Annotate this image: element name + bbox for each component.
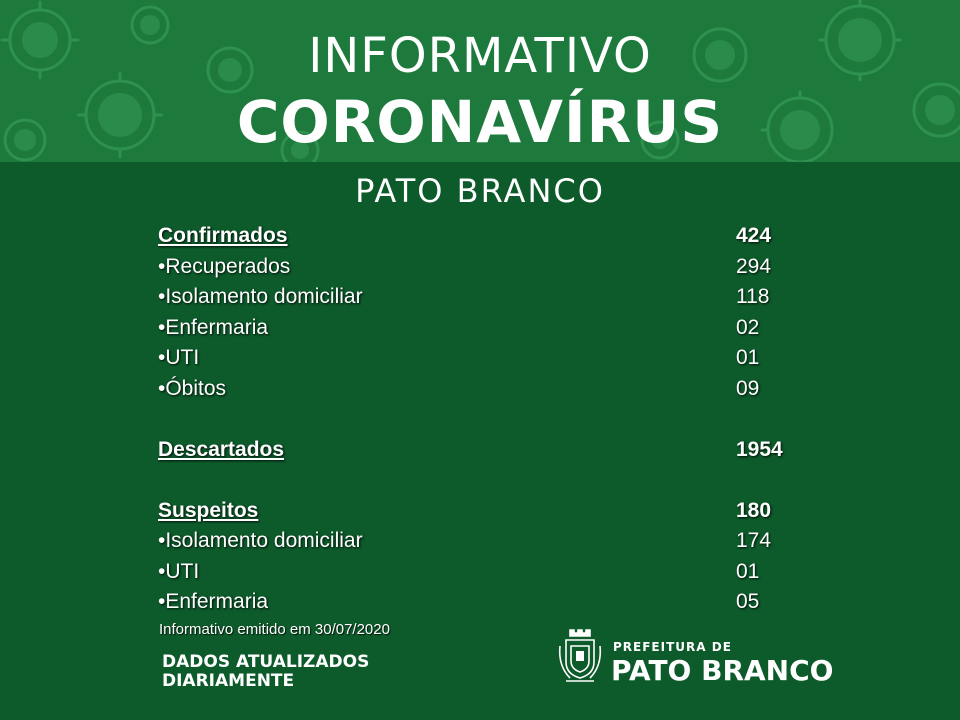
stat-value: 01 [736,559,760,583]
stat-row-suspeitos-isolamento [158,526,818,557]
header-band [0,0,960,162]
prefeitura-city: PATO BRANCO [611,654,834,687]
stat-value: 09 [736,376,760,400]
stat-label: Confirmados [158,224,288,247]
municipal-crest-icon [556,626,604,686]
stat-label: •Isolamento domiciliar [158,529,363,552]
stat-row-recuperados [158,252,818,283]
stat-label: •Recuperados [158,254,291,278]
stat-row-enfermaria [158,313,818,344]
stat-value: 174 [736,529,772,552]
stat-label: •Óbitos [158,376,227,400]
spacer [158,465,818,496]
title-coronavirus: CORONAVÍRUS [236,88,724,156]
footer-notice [162,653,369,691]
prefeitura-label: PREFEITURA DE [613,640,732,654]
stat-row-uti [158,343,818,374]
stat-value: 118 [736,285,770,308]
stat-label: •Isolamento domiciliar [158,285,363,308]
stat-row-suspeitos-enfermaria [158,587,818,618]
stat-row-obitos [158,374,818,405]
stat-label: •UTI [158,346,200,369]
stat-value: 180 [736,498,772,522]
stat-value: 294 [736,254,772,278]
stat-row-descartados [158,435,818,466]
footer-line-2: DIARIAMENTE [162,671,295,691]
spacer [158,404,818,435]
stat-label: •Enfermaria [158,590,269,613]
footer-line-1: DADOS ATUALIZADOS [162,652,370,672]
stat-row-isolamento [158,282,818,313]
title-informativo: INFORMATIVO [308,28,652,84]
stat-label: •Enfermaria [158,315,269,339]
stat-label: •UTI [158,559,200,583]
stat-label: Suspeitos [158,498,259,522]
stats-list [158,221,818,618]
stat-label: Descartados [158,437,285,461]
stat-value: 01 [736,346,760,369]
city-title: PATO BRANCO [355,172,605,210]
stat-row-confirmados [158,221,818,252]
stat-row-suspeitos [158,496,818,527]
stat-value: 1954 [736,437,783,461]
stat-value: 424 [736,224,772,247]
stat-value: 02 [736,315,760,339]
stat-row-suspeitos-uti [158,557,818,588]
stat-value: 05 [736,590,760,613]
issued-date: Informativo emitido em 30/07/2020 [159,621,390,638]
